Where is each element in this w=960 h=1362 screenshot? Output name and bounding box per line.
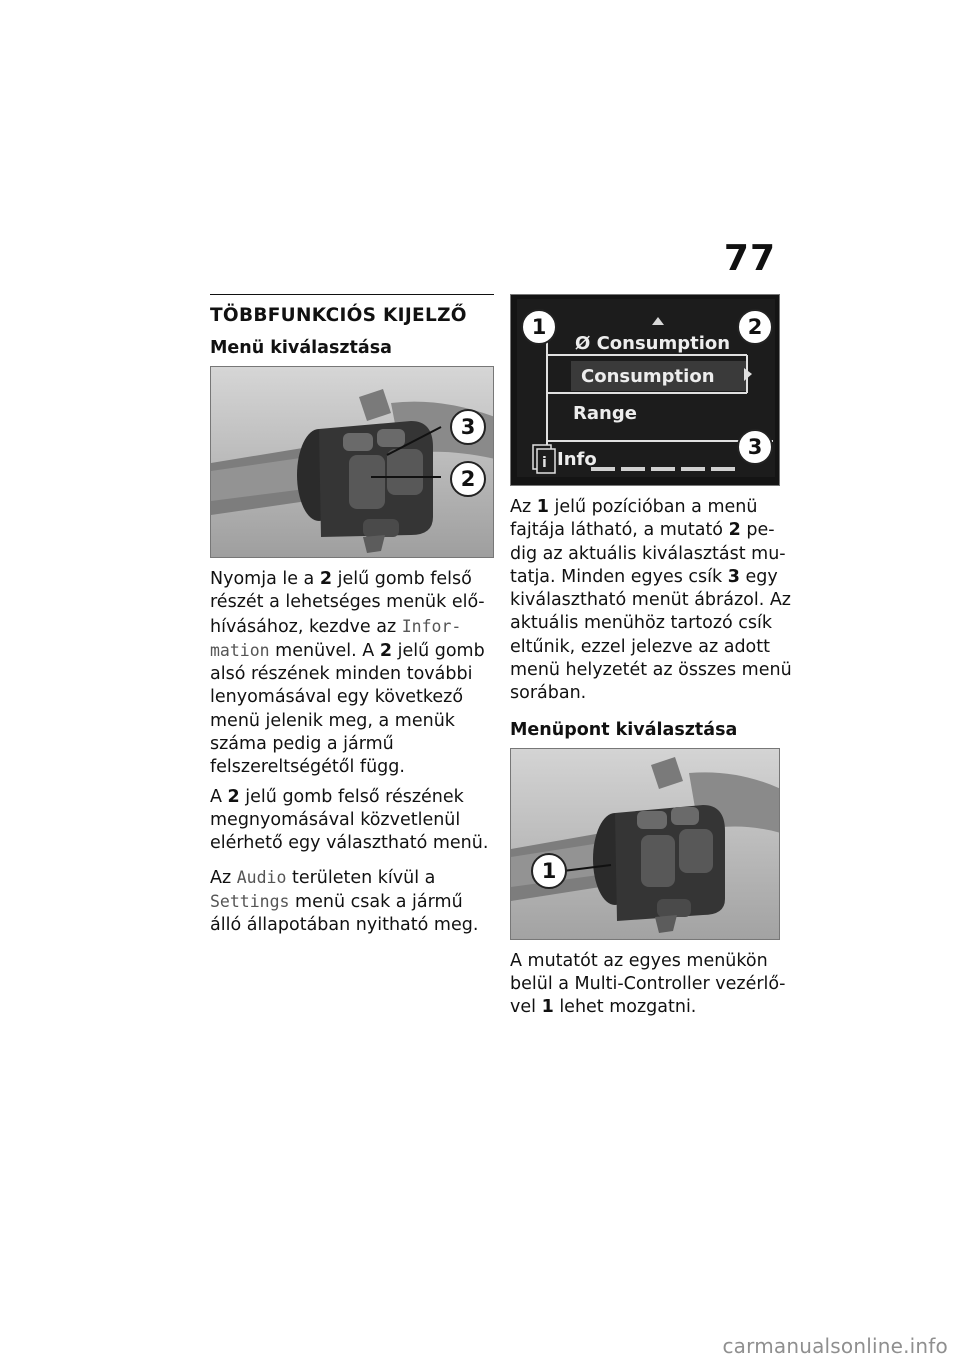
section-title: TÖBBFUNKCIÓS KIJELZŐ [210,305,467,326]
menu-item-range: Range [573,403,637,424]
svg-text:i: i [542,455,547,471]
menu-type-label: Info [557,449,597,470]
callout-3: 3 [737,429,773,465]
multi-controller-figure [510,748,780,940]
handlebar-controls-figure [210,366,494,558]
display-menu-figure [510,294,780,486]
paragraph-direct-menu: A 2 jelű gomb felső részének megnyomásával közvetlenül elérhető egy választható menü. [210,786,489,854]
callout-3: 3 [450,409,486,445]
callout-2: 2 [737,309,773,345]
paragraph-multi-controller: A mutatót az egyes menükön belül a Multi-Controller vezérlővel 1 lehet mozgatni. [510,950,786,1018]
footer [0,1336,960,1362]
paragraph-menu-call: Nyomja le a 2 jelű gomb felső részét a lehetséges menük előhívásához, kezdve az Information menüvel. A 2 jelű gomb alsó részének minden további lenyomásával egy következő menü jelenik meg, a menük száma pedig a jármű felszereltségétől függ. [210,569,485,778]
right-column [510,294,794,1026]
info-document-icon [533,445,555,473]
section-rule [210,294,494,295]
paragraph-display-explanation: Az 1 jelű pozícióban a menü fajtája látható, a mutató 2 pedig az aktuális kiválasztást mutatja. Minden egyes csík 3 egy kiválasztható menüt ábrázol. Az aktuális menühöz tartozó csík eltűnik, ezzel jelezve az adott menü helyzetét az összes menü sorában. [510,497,792,704]
menu-item-avg-consumption: Ø Consumption [575,333,731,354]
callout-1: 1 [521,309,557,345]
left-column [210,294,494,943]
callout-2: 2 [450,461,486,497]
paragraph-settings-note: Az Audio területen kívül a Settings menü csak a jármű álló állapotában nyitható meg. [210,867,479,936]
subtitle-menu-point-selection: Menüpont kiválasztása [510,719,738,740]
multi-controller-illustration [511,749,780,940]
callout-1: 1 [531,853,567,889]
page-number: 77 [723,238,776,279]
watermark: carmanualsonline.info [722,1334,948,1358]
menu-item-consumption: Consumption [581,366,715,387]
handlebar-controls-illustration [211,367,494,558]
subtitle-menu-selection: Menü kiválasztása [210,338,392,358]
